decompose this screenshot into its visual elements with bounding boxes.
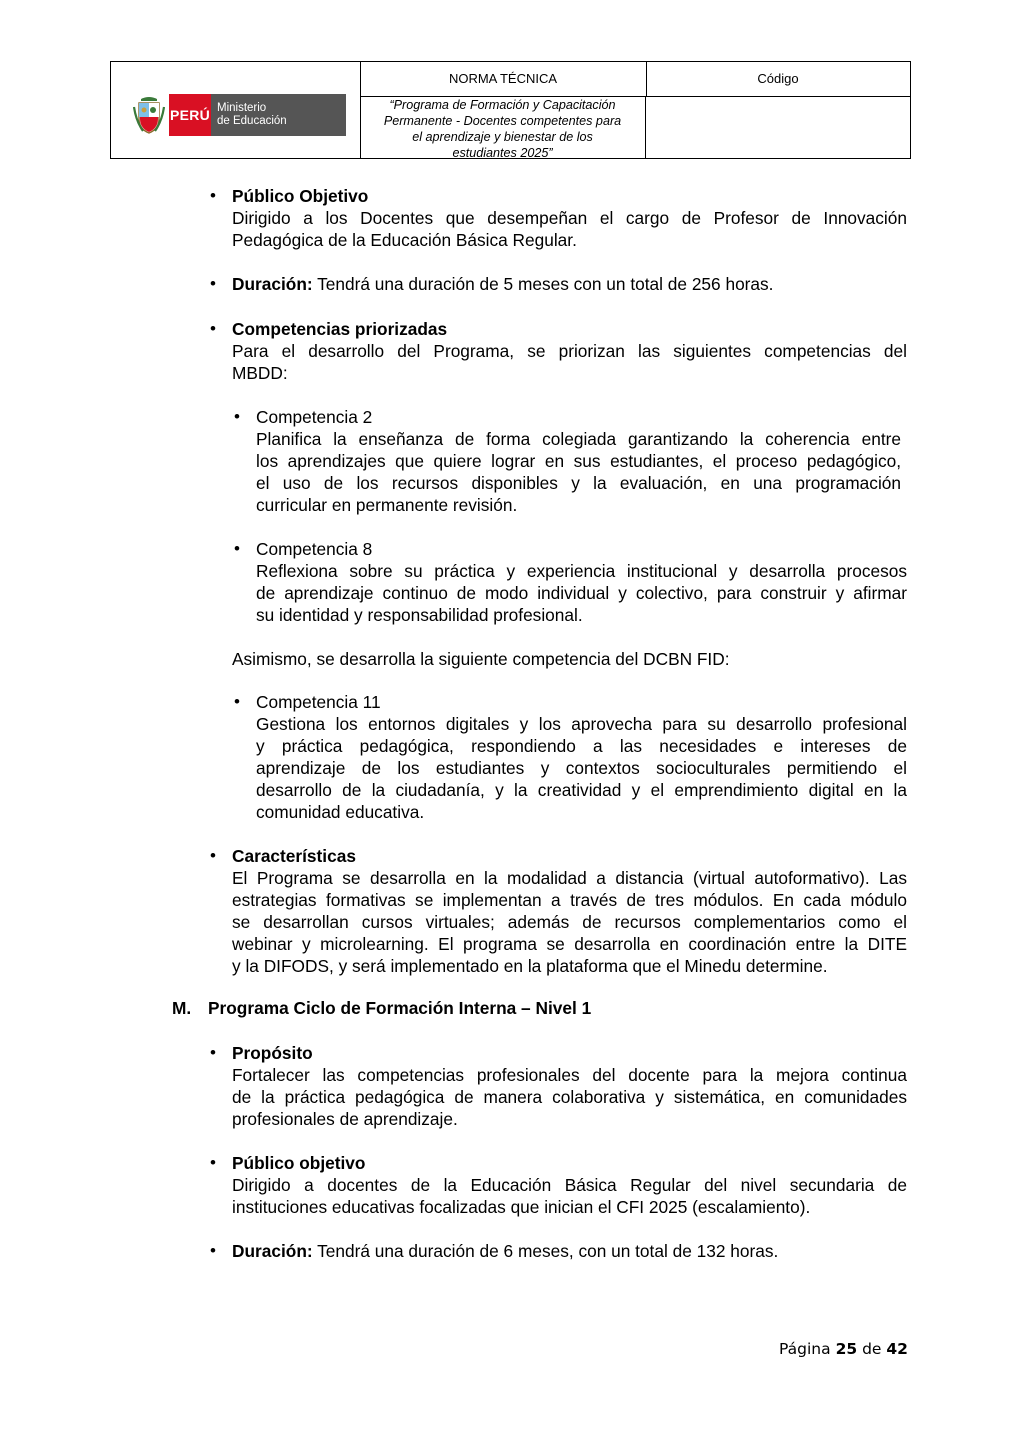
ministerio-logo — [133, 94, 346, 136]
norma-tecnica-cell: NORMA TÉCNICA — [360, 62, 647, 97]
pagina-label: Página — [779, 1340, 831, 1358]
paragraph-line: Para el desarrollo del Programa, se priorizan las siguientes competencias del — [232, 341, 907, 361]
duracion-label: Duración: — [232, 1241, 313, 1261]
duracion-line — [232, 1240, 778, 1262]
paragraph-line: curricular en permanente revisión. — [256, 495, 518, 515]
logo-cell — [111, 62, 361, 158]
programa-line: “Programa de Formación y Capacitación — [389, 98, 616, 112]
programa-line: el aprendizaje y bienestar de los — [412, 130, 593, 144]
competencia-title: Competencia 11 — [256, 692, 381, 712]
peru-brand-box — [169, 94, 211, 136]
paragraph-line: y la DIFODS, y será implementado en la plataforma que el Minedu determine. — [232, 956, 828, 976]
bullet-icon: • — [210, 1153, 216, 1172]
bullet-icon: • — [234, 539, 240, 558]
paragraph-line: instituciones educativas focalizadas que inician el CFI 2025 (escalamiento). — [232, 1197, 811, 1217]
duracion-text: Tendrá una duración de 5 meses con un total de 256 horas. — [312, 274, 774, 294]
paragraph-line: Fortalecer las competencias profesionales del docente para la mejora continua — [232, 1065, 907, 1085]
total-pages: 42 — [886, 1340, 908, 1358]
section-title: Público objetivo — [232, 1153, 366, 1173]
current-page: 25 — [835, 1340, 858, 1358]
ministerio-line2: de Educación — [217, 115, 287, 127]
competencia-title: Competencia 8 — [256, 539, 373, 559]
paragraph-line: Dirigido a docentes de la Educación Básica Regular del nivel secundaria de — [232, 1175, 907, 1195]
competencia-title: Competencia 2 — [256, 407, 373, 427]
paragraph-line: de aprendizaje continuo de modo individual y colectivo, para construir y afirmar — [256, 583, 907, 603]
programa-line: estudiantes 2025” — [452, 146, 553, 160]
section-heading: Programa Ciclo de Formación Interna – Nivel 1 — [208, 998, 592, 1018]
paragraph-line: Asimismo, se desarrolla la siguiente competencia del DCBN FID: — [232, 649, 730, 669]
duracion-text: Tendrá una duración de 6 meses, con un total de 132 horas. — [312, 1241, 779, 1261]
document-header-table — [110, 61, 911, 159]
programa-line: Permanente - Docentes competentes para — [383, 114, 622, 128]
duracion-label: Duración: — [232, 274, 313, 294]
codigo-value-cell — [646, 96, 910, 158]
paragraph-line: profesionales de aprendizaje. — [232, 1109, 458, 1129]
duracion-line — [232, 273, 774, 295]
paragraph-line: Gestiona los entornos digitales y los aprovecha para su desarrollo profesional — [256, 714, 907, 734]
paragraph-line: aprendizaje de los estudiantes y contextos socioculturales permitiendo el — [256, 758, 907, 778]
paragraph-line: su identidad y responsabilidad profesional. — [256, 605, 583, 625]
bullet-icon: • — [210, 1241, 216, 1260]
paragraph-line: y práctica pedagógica, respondiendo a las necesidades e intereses de — [256, 736, 907, 756]
section-title: Características — [232, 846, 356, 866]
peru-label: PERÚ — [169, 107, 211, 123]
page-number — [779, 1340, 908, 1358]
ministerio-line1: Ministerio — [217, 102, 267, 114]
paragraph-line: se desarrollan cursos virtuales; además de recursos complementarios como el — [232, 912, 907, 932]
bullet-icon: • — [234, 407, 240, 426]
paragraph-line: webinar y microlearning. El programa se desarrolla en coordinación entre la DITE — [232, 934, 907, 954]
paragraph-line: El Programa se desarrolla en la modalidad a distancia (virtual autoformativo). Las — [232, 868, 907, 888]
paragraph-line: Pedagógica de la Educación Básica Regular. — [232, 230, 577, 250]
coat-of-arms-icon — [133, 95, 165, 135]
bullet-icon: • — [234, 692, 240, 711]
bullet-icon: • — [210, 186, 216, 205]
ministerio-brand-box — [211, 94, 346, 136]
bullet-icon: • — [210, 1043, 216, 1062]
programa-title-cell — [360, 96, 646, 158]
bullet-icon: • — [210, 274, 216, 293]
de-label: de — [862, 1340, 882, 1358]
section-title: Público Objetivo — [232, 186, 369, 206]
section-letter: M. — [172, 998, 192, 1018]
paragraph-line: Reflexiona sobre su práctica y experiencia institucional y desarrolla procesos — [256, 561, 907, 581]
paragraph-line: de la práctica pedagógica de manera colaborativa y sistemática, en comunidades — [232, 1087, 907, 1107]
paragraph-line: Planifica la enseñanza de forma colegiada garantizando la coherencia entre — [256, 429, 901, 449]
codigo-cell: Código — [646, 62, 910, 97]
section-title: Propósito — [232, 1043, 313, 1063]
paragraph-line: el uso de los recursos disponibles y la evaluación, en una programación — [256, 473, 901, 493]
section-title: Competencias priorizadas — [232, 319, 448, 339]
paragraph-line: estrategias formativas se implementan a través de tres módulos. En cada módulo — [232, 890, 907, 910]
bullet-icon: • — [210, 846, 216, 865]
paragraph-line: los aprendizajes que quiere lograr en sus estudiantes, el proceso pedagógico, — [256, 451, 901, 471]
paragraph-line: desarrollo de la ciudadanía, y la creatividad y el emprendimiento digital en la — [256, 780, 907, 800]
paragraph-line: comunidad educativa. — [256, 802, 425, 822]
paragraph-line: Dirigido a los Docentes que desempeñan el cargo de Profesor de Innovación — [232, 208, 907, 228]
bullet-icon: • — [210, 319, 216, 338]
paragraph-line: MBDD: — [232, 363, 288, 383]
